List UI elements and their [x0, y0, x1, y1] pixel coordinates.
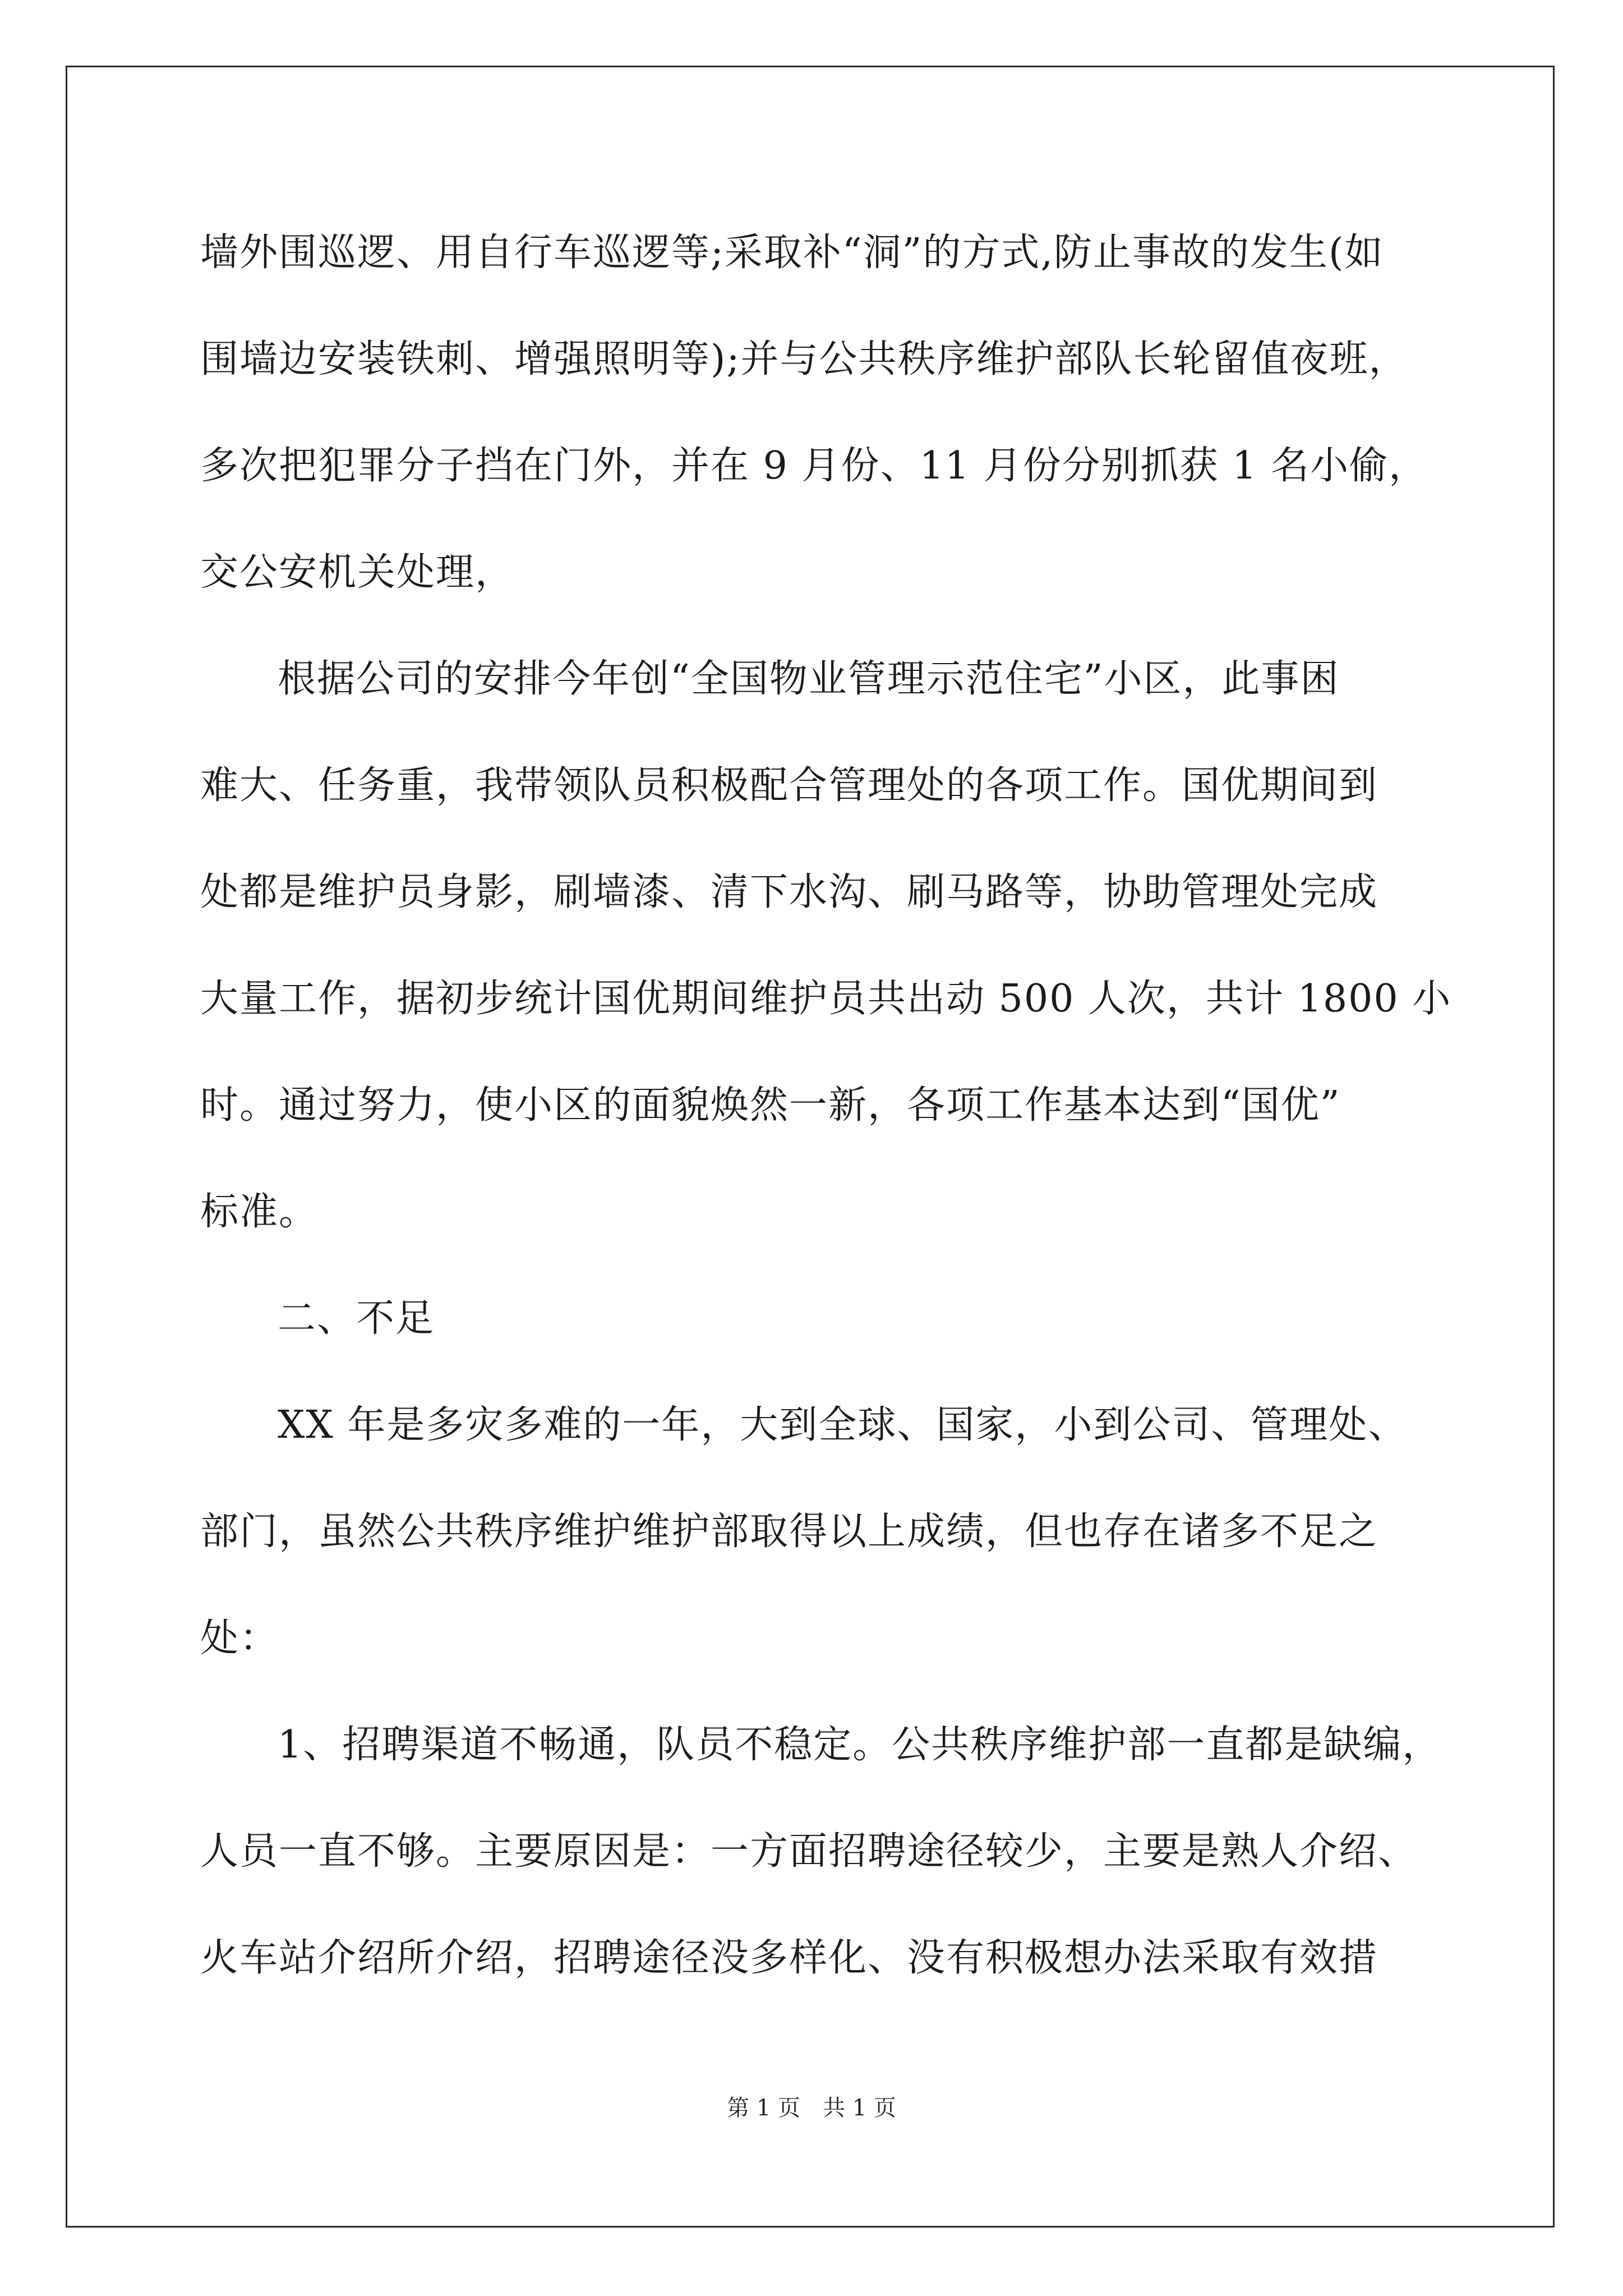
body-line-9: 时。通过努力，使小区的面貌焕然一新，各项工作基本达到“国优” — [200, 1083, 1341, 1128]
section-heading: 二、不足 — [278, 1296, 435, 1341]
body-line-14: 处： — [200, 1616, 279, 1660]
body-line-12: XX 年是多灾多难的一年，大到全球、国家，小到公司、管理处、 — [278, 1403, 1408, 1447]
body-line-7: 处都是维护员身影，刷墙漆、清下水沟、刷马路等，协助管理处完成 — [200, 870, 1378, 914]
body-line-15: 1、招聘渠道不畅通，队员不稳定。公共秩序维护部一直都是缺编， — [278, 1723, 1442, 1767]
page-footer: 第 1 页 共 1 页 — [727, 2095, 896, 2121]
body-line-13: 部门，虽然公共秩序维护维护部取得以上成绩，但也存在诸多不足之 — [200, 1510, 1378, 1554]
body-line-10: 标准。 — [200, 1190, 319, 1234]
body-line-2: 围墙边安装铁刺、增强照明等);并与公共秩序维护部队长轮留值夜班， — [200, 337, 1408, 381]
body-line-1: 墙外围巡逻、用自行车巡逻等;采取补“洞”的方式,防止事故的发生(如 — [200, 231, 1384, 275]
body-line-5: 根据公司的安排今年创“全国物业管理示范住宅”小区，此事困 — [278, 657, 1340, 701]
body-line-6: 难大、任务重，我带领队员积极配合管理处的各项工作。国优期间到 — [200, 763, 1378, 808]
body-line-8: 大量工作，据初步统计国优期间维护员共出动 500 人次，共计 1800 小 — [200, 977, 1452, 1021]
body-line-17: 火车站介绍所介绍，招聘途径没多样化、没有积极想办法采取有效措 — [200, 1936, 1378, 1980]
body-line-3: 多次把犯罪分子挡在门外，并在 9 月份、11 月份分别抓获 1 名小偷， — [200, 444, 1428, 488]
body-line-16: 人员一直不够。主要原因是：一方面招聘途径较少，主要是熟人介绍、 — [200, 1829, 1418, 1874]
body-line-4: 交公安机关处理， — [200, 550, 515, 595]
